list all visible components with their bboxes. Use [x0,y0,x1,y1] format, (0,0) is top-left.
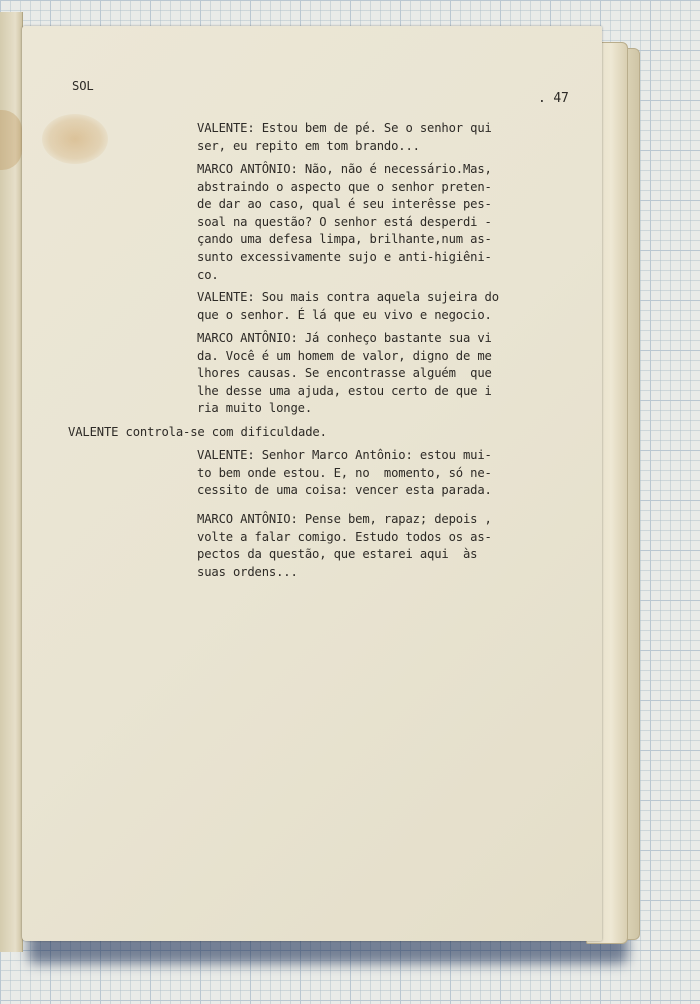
text-line: sunto excessivamente sujo e anti-higiêni- [197,249,492,264]
text-line: çando uma defesa limpa, brilhante,num as- [197,232,492,247]
text-line: to bem onde estou. E, no momento, só ne- [197,465,492,480]
text-line: lhe desse uma ajuda, estou certo de que i [197,383,492,398]
text-line: MARCO ANTÔNIO: Pense bem, rapaz; depois , [197,512,492,526]
text-line: cessito de uma coisa: vencer esta parada. [197,483,492,498]
speech-block [197,120,492,155]
speech-block [197,511,492,581]
text-line: lhores causas. Se encontrasse alguém que [197,366,492,381]
text-line: VALENTE: Estou bem de pé. Se o senhor qui [197,121,492,135]
text-line: ria muito longe. [197,401,312,416]
text-line: que o senhor. É lá que eu vivo e negocio. [197,307,492,322]
speech-block [197,289,499,324]
speech-block [197,161,492,284]
facing-page-stain [0,110,22,170]
text-line: suas ordens... [197,564,298,579]
text-line: volte a falar comigo. Estudo todos os as- [197,529,492,544]
text-line: MARCO ANTÔNIO: Não, não é necessário.Mas, [197,162,492,176]
text-line: ser, eu repito em tom brando... [197,138,420,153]
stage-direction: VALENTE controla-se com dificuldade. [68,425,327,439]
text-line: soal na questão? O senhor está desperdi - [197,214,492,229]
text-line: VALENTE: Sou mais contra aquela sujeira do [197,290,499,304]
header-title: SOL [72,79,94,93]
speech-block [197,330,492,418]
text-line: MARCO ANTÔNIO: Já conheço bastante sua vi [197,331,492,345]
text-line: pectos da questão, que estarei aqui às [197,547,478,562]
manuscript-page [22,26,602,941]
text-line: VALENTE: Senhor Marco Antônio: estou mui- [197,448,492,462]
page-number: . 47 [538,91,569,106]
speech-block [197,447,492,500]
text-line: co. [197,267,219,282]
water-stain [42,114,108,164]
text-line: abstraindo o aspecto que o senhor preten- [197,179,492,194]
text-line: de dar ao caso, qual é seu interêsse pes- [197,197,492,212]
text-line: da. Você é um homem de valor, digno de me [197,348,492,363]
